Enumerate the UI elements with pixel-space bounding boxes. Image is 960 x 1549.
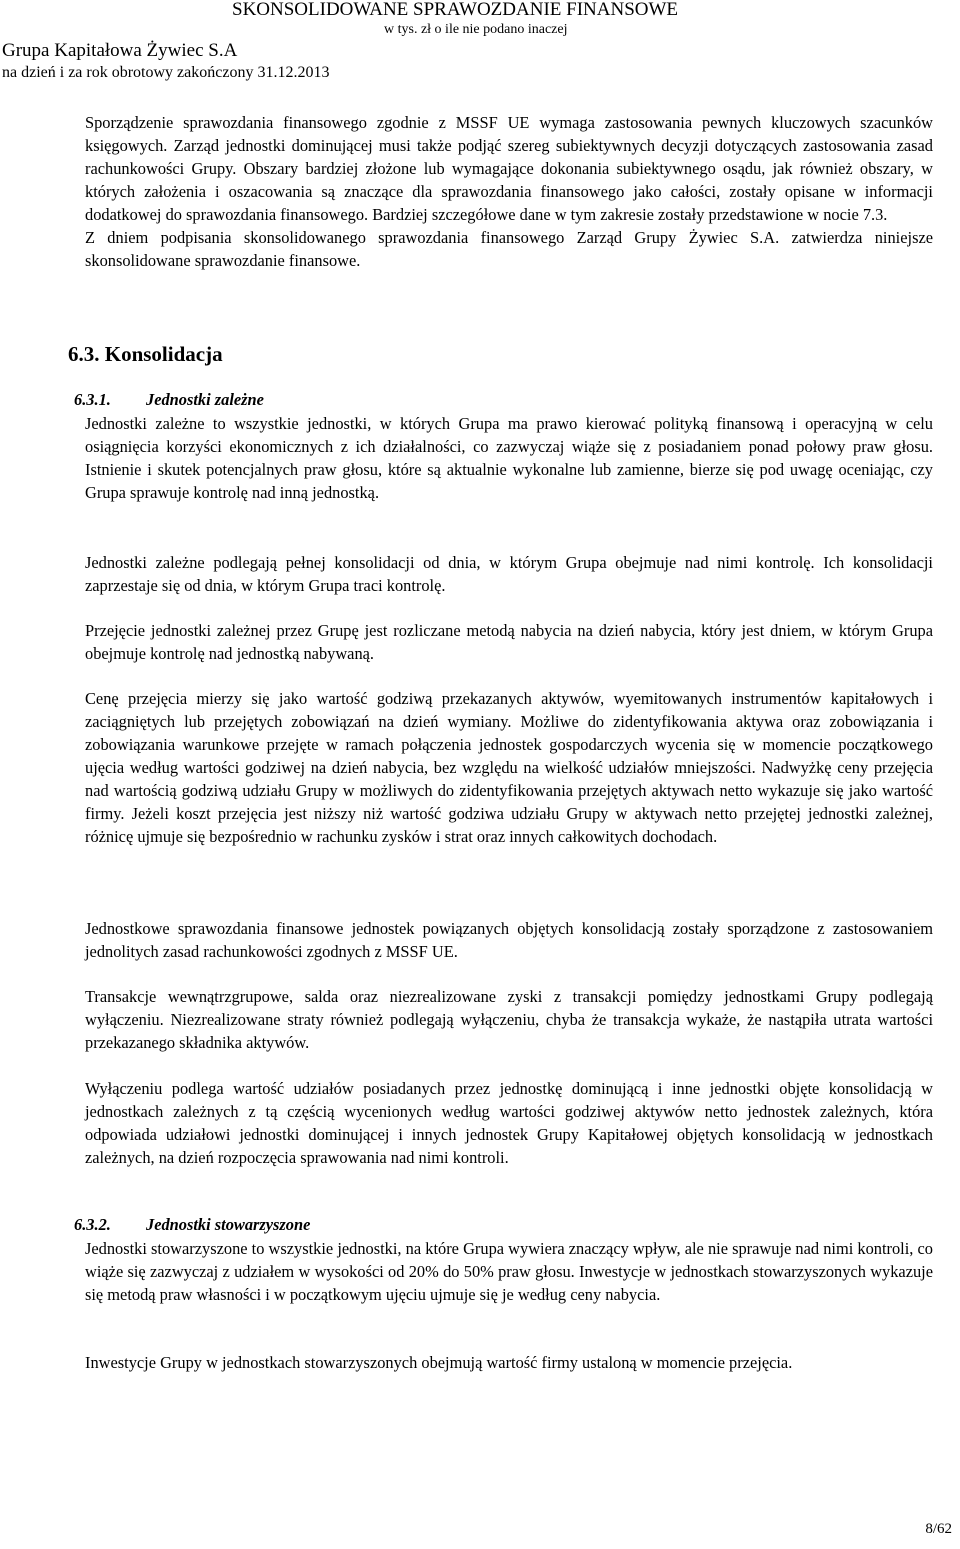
- reporting-period: na dzień i za rok obrotowy zakończony 31.12.2013: [2, 64, 330, 81]
- subsection-number: 6.3.1.: [74, 390, 111, 409]
- intro-paragraph-1: Sporządzenie sprawozdania finansowego zgodnie z MSSF UE wymaga zastosowania pewnych kluczowych szacunków księgowych. Zarząd jednostki dominującej musi także podjąć szereg subiektywnych decyzji dotyczących zastosowania zasad rachunkowości Grupy. Obszary bardziej złożone lub wymagające dokonania subiektywnego osądu, jak również obszary, w których założenia i oszacowania są znaczące dla sprawozdania finansowego jako całości, zostały opisane w informacji dodatkowej do sprawozdania finansowego. Bardziej szczegółowe dane w tym zakresie zostały przedstawione w nocie 7.3.: [85, 113, 933, 224]
- paragraph-text: Transakcje wewnątrzgrupowe, salda oraz niezrealizowane zyski z transakcji pomiędzy jednostkami Grupy podlegają wyłączeniu. Niezrealizowane straty również podlegają wyłączeniu, chyba że transakcja wykaże, że nastąpiła utrata wartości przekazanego składnika aktywów.: [85, 987, 933, 1052]
- sub1-paragraph-5: [85, 917, 933, 963]
- subsection-heading-1: [74, 389, 264, 411]
- page-number: 8/62: [925, 1521, 952, 1537]
- sub1-paragraph-6: [85, 985, 933, 1054]
- sub1-paragraph-2: [85, 551, 933, 597]
- intro-paragraph-2: Z dniem podpisania skonsolidowanego sprawozdania finansowego Zarząd Grupy Żywiec S.A. zatwierdza niniejsze skonsolidowane sprawozdanie finansowe.: [85, 228, 933, 270]
- subsection-title: Jednostki stowarzyszone: [146, 1215, 311, 1234]
- paragraph-text: Przejęcie jednostki zależnej przez Grupę jest rozliczane metodą nabycia na dzień nabycia, który jest dniem, w którym Grupa obejmuje kontrolę nad jednostką nabywaną.: [85, 621, 933, 663]
- sub1-paragraph-1: [85, 412, 933, 504]
- section-heading: 6.3. Konsolidacja: [68, 342, 223, 366]
- sub1-paragraph-4: [85, 687, 933, 848]
- sub2-paragraph-1: [85, 1237, 933, 1306]
- sub1-paragraph-7: [85, 1077, 933, 1169]
- subsection-number: 6.3.2.: [74, 1215, 111, 1234]
- paragraph-text: Jednostki stowarzyszone to wszystkie jednostki, na które Grupa wywiera znaczący wpływ, ale nie sprawuje nad nimi kontroli, co wiąże się zazwyczaj z udziałem w wysokości od 20% do 50% praw głosu. Inwestycje w jednostkach stowarzyszonych wykazuje się metodą praw własności i w początkowym ujęciu ujmuje się je według ceny nabycia.: [85, 1239, 933, 1304]
- subsection-title: Jednostki zależne: [146, 390, 264, 409]
- paragraph-text: Wyłączeniu podlega wartość udziałów posiadanych przez jednostkę dominującą i inne jednostki objęte konsolidacją w jednostkach zależnych z tą częścią wycenionych według wartości godziwej aktywów netto jednostek zależnych, która odpowiada udziałowi jednostki dominującej i innych jednostek Grupy Kapitałowej objętych konsolidacją w jednostkach zależnych, na dzień rozpoczęcia sprawowania nad nimi kontroli.: [85, 1079, 933, 1167]
- sub2-paragraph-2: [85, 1351, 933, 1374]
- report-title: SKONSOLIDOWANE SPRAWOZDANIE FINANSOWE: [232, 0, 679, 20]
- currency-note: w tys. zł o ile nie podano inaczej: [384, 22, 568, 37]
- intro-section: [85, 111, 933, 272]
- paragraph-text: Jednostki zależne to wszystkie jednostki, w których Grupa ma prawo kierować polityką finansową i operacyjną w celu osiągnięcia korzyści ekonomicznych z ich działalności, co zazwyczaj wiąże się z posiadaniem ponad połowy praw głosu. Istnienie i skutek potencjalnych praw głosu, które są aktualnie wykonalne lub zamienne, bierze się pod uwagę oceniając, czy Grupa sprawuje kontrolę nad inną jednostką.: [85, 414, 933, 502]
- paragraph-text: Cenę przejęcia mierzy się jako wartość godziwą przekazanych aktywów, wyemitowanych instrumentów kapitałowych i zaciągniętych lub przejętych zobowiązań na dzień wymiany. Możliwe do zidentyfikowania aktywa oraz zobowiązania i zobowiązania warunkowe przejęte w ramach połączenia jednostek gospodarczych wycenia się w momencie początkowego ujęcia według wartości godziwej na dzień nabycia, bez względu na wielkość udziałów mniejszości. Nadwyżkę ceny przejęcia nad wartością godziwą udziału Grupy w możliwych do zidentyfikowania przejętych aktywach netto wykazuje się jako wartość firmy. Jeżeli koszt przejęcia jest niższy niż wartość godziwa udziału Grupy w aktywach netto przejętej jednostki zależnej, różnicę ujmuje się bezpośrednio w rachunku zysków i strat oraz innych całkowitych dochodach.: [85, 689, 933, 846]
- company-name: Grupa Kapitałowa Żywiec S.A: [2, 40, 238, 61]
- paragraph-text: Jednostki zależne podlegają pełnej konsolidacji od dnia, w którym Grupa obejmuje nad nimi kontrolę. Ich konsolidacji zaprzestaje się od dnia, w którym Grupa traci kontrolę.: [85, 553, 933, 595]
- paragraph-text: Inwestycje Grupy w jednostkach stowarzyszonych obejmują wartość firmy ustaloną w momencie przejęcia.: [85, 1353, 793, 1372]
- paragraph-text: Jednostkowe sprawozdania finansowe jednostek powiązanych objętych konsolidacją zostały sporządzone z zastosowaniem jednolitych zasad rachunkowości zgodnych z MSSF UE.: [85, 919, 933, 961]
- subsection-heading-2: [74, 1214, 310, 1236]
- sub1-paragraph-3: [85, 619, 933, 665]
